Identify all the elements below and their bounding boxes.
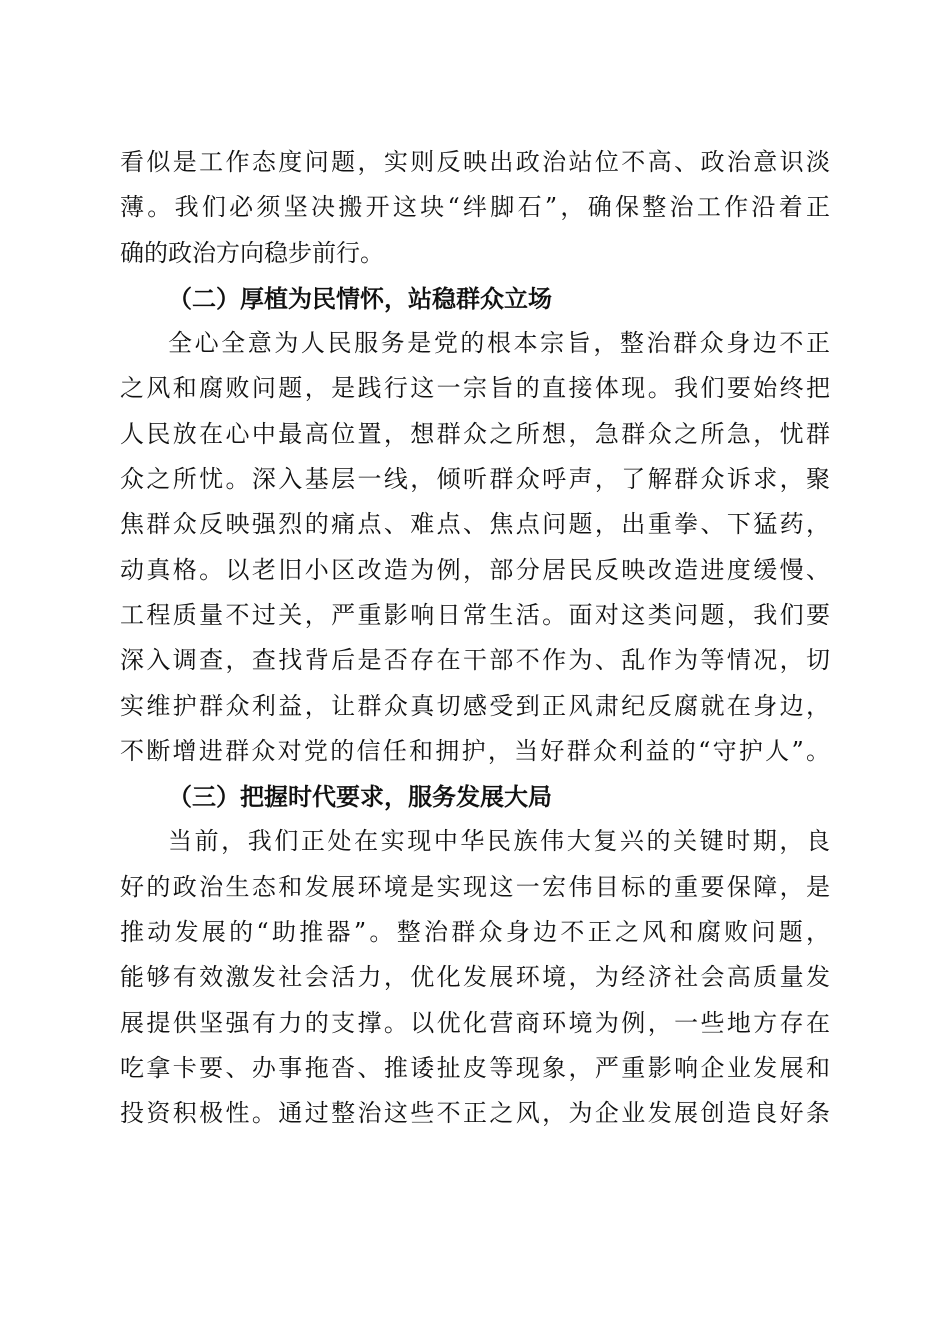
text-line: 确的政治方向稳步前行。: [120, 238, 384, 267]
text-line: 焦群众反映强烈的痛点、难点、焦点问题，出重拳、下猛药，: [120, 510, 830, 539]
text-line: 薄。我们必须坚决搬开这块“绊脚石”，确保整治工作沿着正: [120, 193, 830, 222]
text-line: 之风和腐败问题，是践行这一宗旨的直接体现。我们要始终把: [120, 374, 830, 403]
document-body: [120, 140, 830, 1137]
text-line: 全心全意为人民服务是党的根本宗旨，整治群众身边不正: [168, 329, 830, 358]
text-line: 吃拿卡要、办事拖沓、推诿扯皮等现象，严重影响企业发展和: [120, 1053, 830, 1082]
text-line: 不断增进群众对党的信任和拥护，当好群众利益的“守护人”。: [120, 736, 830, 765]
text-line: 实维护群众利益，让群众真切感受到正风肃纪反腐就在身边，: [120, 691, 830, 720]
section-heading: （二）厚植为民情怀，站稳群众立场: [168, 283, 552, 313]
text-line: 当前，我们正处在实现中华民族伟大复兴的关键时期，良: [168, 827, 830, 856]
text-line: 动真格。以老旧小区改造为例，部分居民反映改造进度缓慢、: [120, 555, 830, 584]
text-line: 众之所忧。深入基层一线，倾听群众呼声，了解群众诉求，聚: [120, 465, 830, 494]
text-line: 好的政治生态和发展环境是实现这一宏伟目标的重要保障，是: [120, 872, 830, 901]
text-line: 推动发展的“助推器”。整治群众身边不正之风和腐败问题，: [120, 918, 830, 947]
text-line: 工程质量不过关，严重影响日常生活。面对这类问题，我们要: [120, 600, 830, 629]
text-line: 深入调查，查找背后是否存在干部不作为、乱作为等情况，切: [120, 646, 830, 675]
text-line: 能够有效激发社会活力，优化发展环境，为经济社会高质量发: [120, 963, 830, 992]
text-line: 看似是工作态度问题，实则反映出政治站位不高、政治意识淡: [120, 148, 830, 176]
text-line: 展提供坚强有力的支撑。以优化营商环境为例，一些地方存在: [120, 1008, 830, 1037]
text-line: 投资积极性。通过整治这些不正之风，为企业发展创造良好条: [120, 1099, 830, 1128]
section-heading: （三）把握时代要求，服务发展大局: [168, 782, 552, 812]
text-line: 人民放在心中最高位置，想群众之所想，急群众之所急，忧群: [120, 419, 830, 448]
